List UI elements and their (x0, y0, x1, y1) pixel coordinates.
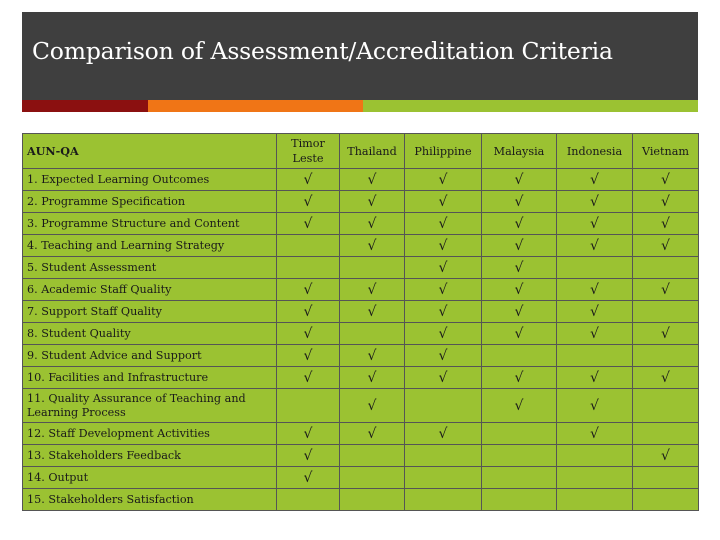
criterion-label: 14. Output (23, 467, 277, 489)
check-cell: √ (633, 191, 699, 213)
check-cell (340, 489, 405, 511)
check-cell: √ (340, 389, 405, 423)
check-cell (633, 489, 699, 511)
check-cell: √ (405, 257, 482, 279)
table-row (23, 467, 699, 489)
country-header: Philippine (405, 134, 482, 169)
table-row (23, 235, 699, 257)
check-cell: √ (340, 279, 405, 301)
check-cell: √ (633, 367, 699, 389)
table-row (23, 257, 699, 279)
check-cell: √ (277, 345, 340, 367)
check-cell: √ (277, 367, 340, 389)
criterion-label: 5. Student Assessment (23, 257, 277, 279)
check-cell: √ (277, 423, 340, 445)
country-header: Thailand (340, 134, 405, 169)
check-cell (340, 445, 405, 467)
check-cell: √ (557, 169, 633, 191)
check-cell: √ (482, 323, 557, 345)
criterion-label: 4. Teaching and Learning Strategy (23, 235, 277, 257)
check-cell (633, 257, 699, 279)
table-row (23, 169, 699, 191)
check-cell: √ (340, 169, 405, 191)
slide-title: Comparison of Assessment/Accreditation Criteria (32, 37, 613, 65)
check-cell: √ (340, 235, 405, 257)
check-cell (340, 257, 405, 279)
country-header: Indonesia (557, 134, 633, 169)
criterion-label: 15. Stakeholders Satisfaction (23, 489, 277, 511)
check-cell: √ (557, 301, 633, 323)
check-cell: √ (277, 169, 340, 191)
check-cell: √ (557, 213, 633, 235)
table-row (23, 423, 699, 445)
title-bar (22, 12, 698, 100)
table-row (23, 445, 699, 467)
check-cell: √ (405, 235, 482, 257)
check-cell (405, 489, 482, 511)
check-cell: √ (405, 191, 482, 213)
check-cell: √ (340, 213, 405, 235)
check-cell: √ (277, 445, 340, 467)
criterion-label: 8. Student Quality (23, 323, 277, 345)
country-header: Malaysia (482, 134, 557, 169)
check-cell (482, 345, 557, 367)
criterion-label: 7. Support Staff Quality (23, 301, 277, 323)
check-cell: √ (405, 169, 482, 191)
check-cell: √ (340, 301, 405, 323)
check-cell: √ (277, 323, 340, 345)
criterion-label: 10. Facilities and Infrastructure (23, 367, 277, 389)
check-cell (633, 389, 699, 423)
country-header: Timor Leste (277, 134, 340, 169)
table-row (23, 213, 699, 235)
table-row (23, 191, 699, 213)
check-cell: √ (633, 213, 699, 235)
check-cell (633, 301, 699, 323)
check-cell: √ (633, 279, 699, 301)
check-cell: √ (557, 389, 633, 423)
criterion-label: 11. Quality Assurance of Teaching and Learning Process (23, 389, 277, 423)
check-cell: √ (557, 423, 633, 445)
table-row (23, 323, 699, 345)
check-cell (405, 389, 482, 423)
check-cell: √ (340, 423, 405, 445)
check-cell (405, 445, 482, 467)
check-cell (557, 489, 633, 511)
check-cell: √ (405, 279, 482, 301)
check-cell: √ (405, 301, 482, 323)
check-cell (340, 467, 405, 489)
criterion-label: 1. Expected Learning Outcomes (23, 169, 277, 191)
check-cell (557, 345, 633, 367)
check-cell: √ (340, 191, 405, 213)
header-row (23, 134, 699, 169)
check-cell (340, 323, 405, 345)
criteria-table (22, 133, 699, 511)
accent-stripe-orange (148, 100, 363, 112)
check-cell (277, 257, 340, 279)
check-cell (633, 345, 699, 367)
check-cell: √ (633, 169, 699, 191)
criteria-table-body (23, 169, 699, 511)
check-cell: √ (277, 301, 340, 323)
check-cell (277, 235, 340, 257)
table-row (23, 367, 699, 389)
criterion-label: 3. Programme Structure and Content (23, 213, 277, 235)
check-cell: √ (277, 191, 340, 213)
check-cell: √ (633, 323, 699, 345)
check-cell: √ (557, 279, 633, 301)
check-cell: √ (482, 169, 557, 191)
check-cell: √ (633, 445, 699, 467)
check-cell (482, 467, 557, 489)
check-cell: √ (277, 467, 340, 489)
check-cell: √ (557, 235, 633, 257)
check-cell: √ (482, 279, 557, 301)
criterion-label: 9. Student Advice and Support (23, 345, 277, 367)
check-cell: √ (482, 213, 557, 235)
check-cell: √ (405, 423, 482, 445)
criterion-label: 6. Academic Staff Quality (23, 279, 277, 301)
country-header: Vietnam (633, 134, 699, 169)
check-cell: √ (405, 323, 482, 345)
check-cell (633, 423, 699, 445)
check-cell (277, 489, 340, 511)
check-cell (557, 467, 633, 489)
check-cell (557, 445, 633, 467)
criterion-label: 12. Staff Development Activities (23, 423, 277, 445)
check-cell (482, 489, 557, 511)
table-row (23, 389, 699, 423)
check-cell: √ (482, 257, 557, 279)
table-row (23, 489, 699, 511)
criterion-label: 13. Stakeholders Feedback (23, 445, 277, 467)
check-cell: √ (405, 345, 482, 367)
check-cell: √ (482, 367, 557, 389)
criteria-header: AUN-QA (23, 134, 277, 169)
check-cell (557, 257, 633, 279)
check-cell (482, 445, 557, 467)
check-cell: √ (340, 367, 405, 389)
check-cell: √ (482, 301, 557, 323)
check-cell: √ (405, 213, 482, 235)
check-cell (405, 467, 482, 489)
check-cell: √ (277, 279, 340, 301)
check-cell: √ (557, 367, 633, 389)
check-cell: √ (277, 213, 340, 235)
check-cell: √ (557, 323, 633, 345)
table-row (23, 345, 699, 367)
check-cell: √ (557, 191, 633, 213)
check-cell: √ (340, 345, 405, 367)
check-cell: √ (482, 235, 557, 257)
table-row (23, 279, 699, 301)
criterion-label: 2. Programme Specification (23, 191, 277, 213)
check-cell (482, 423, 557, 445)
accent-stripe-red (22, 100, 148, 112)
check-cell (277, 389, 340, 423)
table-row (23, 301, 699, 323)
check-cell: √ (482, 191, 557, 213)
check-cell: √ (482, 389, 557, 423)
check-cell: √ (633, 235, 699, 257)
check-cell (633, 467, 699, 489)
check-cell: √ (405, 367, 482, 389)
accent-stripe-green (363, 100, 698, 112)
